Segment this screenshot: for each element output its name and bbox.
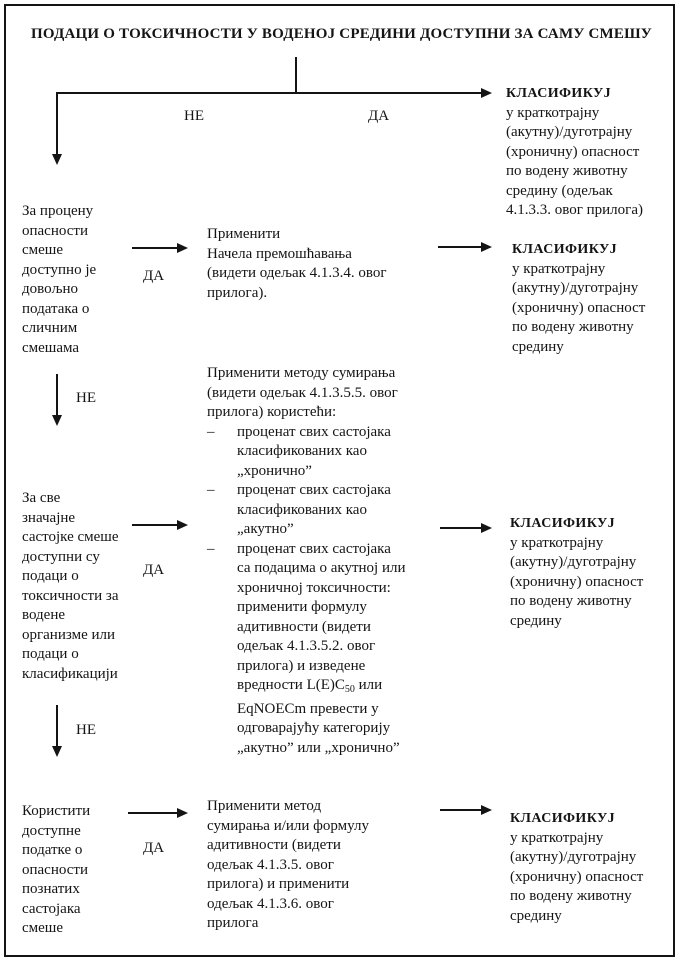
yes-arrow-row2: [132, 247, 177, 249]
branch-label-no: НЕ: [76, 390, 96, 406]
condition-line: састојака: [22, 900, 81, 917]
arrow-right-icon: [177, 808, 188, 818]
action-line: Применити методу сумирања: [207, 365, 396, 381]
condition-line: токсичности за: [22, 587, 119, 604]
outcome-line: средину: [510, 907, 562, 924]
outcome-classify-2: [512, 240, 682, 357]
action-line: сумирања и/или формулу: [207, 817, 369, 834]
condition-line: смеше: [22, 242, 64, 258]
action-line: Начела премошћавања: [207, 245, 352, 262]
action-line: „акутно”: [237, 521, 294, 537]
condition-line: довољно: [22, 281, 79, 297]
condition-line: подаци о: [22, 646, 79, 662]
action-row3: [207, 364, 447, 758]
action-line: EqNOECm превести у: [237, 700, 379, 717]
action-line: са подацима о акутној или: [237, 560, 406, 576]
branch-label-no: НЕ: [76, 722, 96, 738]
arrow-right-icon: [481, 523, 492, 533]
bullet-item: [207, 423, 447, 443]
bullet-dash: –: [207, 482, 215, 498]
action-line: адитивности (видети: [207, 837, 341, 853]
condition-line: опасности: [22, 861, 88, 878]
arrow-down-icon: [52, 415, 62, 426]
result-arrow-row2: [438, 246, 481, 248]
outcome-line: по водену животну: [506, 163, 628, 179]
outcome-heading: КЛАСИФИКУЈ: [510, 516, 616, 531]
arrow-right-icon: [481, 805, 492, 815]
no-branch-arrow-top: [56, 92, 58, 154]
condition-line: смешама: [22, 339, 80, 356]
branch-label-yes: ДА: [143, 840, 165, 856]
yes-arrow-row3: [132, 524, 177, 526]
outcome-line: (хроничну) опасност: [510, 573, 644, 590]
outcome-line: по водену животну: [510, 888, 632, 904]
action-line: применити формулу: [237, 599, 367, 615]
action-line: одељак 4.1.3.5. овог: [207, 856, 334, 873]
no-branch-arrow-row4: [56, 705, 58, 746]
action-line: одељак 4.1.3.6. овог: [207, 895, 334, 912]
outcome-heading: КЛАСИФИКУЈ: [506, 86, 612, 101]
decision-branch-line: [57, 92, 481, 94]
lec-text-after: или: [354, 677, 383, 693]
action-line: класификованих као: [237, 443, 367, 459]
action-line: прилога) и изведене: [237, 657, 366, 674]
no-branch-arrow-row3: [56, 374, 58, 415]
action-line: одељак 4.1.3.5.2. овог: [237, 638, 376, 654]
outcome-line: средину: [510, 612, 562, 629]
condition-line: значајне: [22, 509, 76, 526]
action-line: прилога).: [207, 284, 268, 301]
decision-row3-condition: [22, 489, 147, 684]
action-row4: [207, 797, 407, 934]
outcome-line: средину: [512, 338, 564, 355]
lec-value-line: [207, 676, 447, 700]
condition-line: За процену: [22, 203, 94, 219]
action-line: прилога) и применити: [207, 876, 350, 892]
outcome-classify-3: [510, 514, 680, 631]
branch-label-yes: ДА: [368, 108, 390, 124]
outcome-line: у краткотрајну: [506, 104, 600, 121]
result-arrow-row4: [440, 809, 481, 811]
bullet-item: [207, 481, 447, 501]
decision-row4-condition: [22, 802, 134, 939]
bullet-item: [207, 540, 447, 560]
condition-line: подаци о: [22, 568, 79, 584]
arrow-down-icon: [52, 746, 62, 757]
decision-row2-condition: [22, 202, 134, 358]
lec-subscript: 50: [344, 684, 355, 695]
action-line: адитивности (видети: [237, 618, 371, 635]
branch-label-yes: ДА: [143, 268, 165, 284]
condition-line: податке о: [22, 842, 83, 858]
action-line: одговарајућу категорију: [237, 720, 391, 736]
yes-arrow-row4: [128, 812, 177, 814]
condition-line: састојке смеше: [22, 529, 119, 545]
action-line: „акутно” или „хронично”: [237, 739, 400, 756]
arrow-down-icon: [52, 154, 62, 165]
condition-line: доступно је: [22, 261, 97, 278]
outcome-line: у краткотрајну: [510, 534, 604, 551]
condition-line: доступни су: [22, 548, 100, 565]
condition-line: класификацији: [22, 665, 118, 682]
outcome-line: 4.1.3.3. овог прилога): [506, 202, 643, 218]
condition-line: сличним: [22, 320, 78, 336]
title-connector-line: [295, 57, 297, 93]
outcome-line: (акутну)/дуготрајну: [512, 280, 639, 296]
arrow-right-icon: [177, 243, 188, 253]
result-arrow-row3: [440, 527, 481, 529]
outcome-heading: КЛАСИФИКУЈ: [510, 811, 616, 826]
condition-line: познатих: [22, 881, 80, 897]
outcome-line: (акутну)/дуготрајну: [510, 849, 637, 865]
outcome-classify-1: [506, 84, 681, 221]
action-line: хроничној токсичности:: [237, 579, 391, 596]
outcome-line: средину (одељак: [506, 182, 613, 199]
action-line: прилога: [207, 915, 259, 931]
condition-line: доступне: [22, 822, 81, 839]
diagram-title: ПОДАЦИ О ТОКСИЧНОСТИ У ВОДЕНОЈ СРЕДИНИ ДОСТУПНИ ЗА САМУ СМЕШУ: [31, 26, 652, 42]
outcome-line: у краткотрајну: [512, 260, 606, 277]
bullet-dash: –: [207, 423, 215, 440]
outcome-line: (акутну)/дуготрајну: [506, 124, 633, 140]
arrow-right-icon: [481, 88, 492, 98]
outcome-heading: КЛАСИФИКУЈ: [512, 242, 618, 257]
condition-line: опасности: [22, 222, 88, 239]
branch-label-no: НЕ: [184, 108, 204, 124]
branch-label-yes: ДА: [143, 562, 165, 578]
arrow-right-icon: [177, 520, 188, 530]
condition-line: За све: [22, 490, 61, 506]
outcome-line: (хроничну) опасност: [512, 299, 646, 316]
outcome-line: (хроничну) опасност: [510, 868, 644, 885]
lec-text: вредности L(E)C: [237, 677, 345, 693]
condition-line: Користити: [22, 803, 91, 819]
action-line: класификованих као: [237, 501, 367, 518]
condition-line: података о: [22, 300, 90, 317]
action-row2: [207, 225, 422, 303]
action-line: прилога) користећи:: [207, 404, 337, 420]
condition-line: водене: [22, 607, 66, 623]
action-line: (видети одељак 4.1.3.5.5. овог: [207, 384, 398, 401]
arrow-right-icon: [481, 242, 492, 252]
action-line: „хронично”: [237, 462, 312, 479]
outcome-classify-4: [510, 809, 680, 926]
outcome-line: (акутну)/дуготрајну: [510, 554, 637, 570]
bullet-text: проценат свих састојака: [237, 482, 391, 498]
action-line: Применити: [207, 226, 281, 242]
outcome-line: (хроничну) опасност: [506, 143, 640, 160]
action-line: (видети одељак 4.1.3.4. овог: [207, 265, 387, 281]
outcome-line: у краткотрајну: [510, 829, 604, 846]
condition-line: смеше: [22, 920, 64, 936]
bullet-text: проценат свих састојака: [237, 423, 391, 440]
outcome-line: по водену животну: [512, 319, 634, 335]
action-line: Применити метод: [207, 798, 322, 814]
condition-line: организме или: [22, 626, 116, 643]
bullet-dash: –: [207, 540, 215, 557]
bullet-text: проценат свих састојака: [237, 540, 391, 557]
outcome-line: по водену животну: [510, 593, 632, 609]
